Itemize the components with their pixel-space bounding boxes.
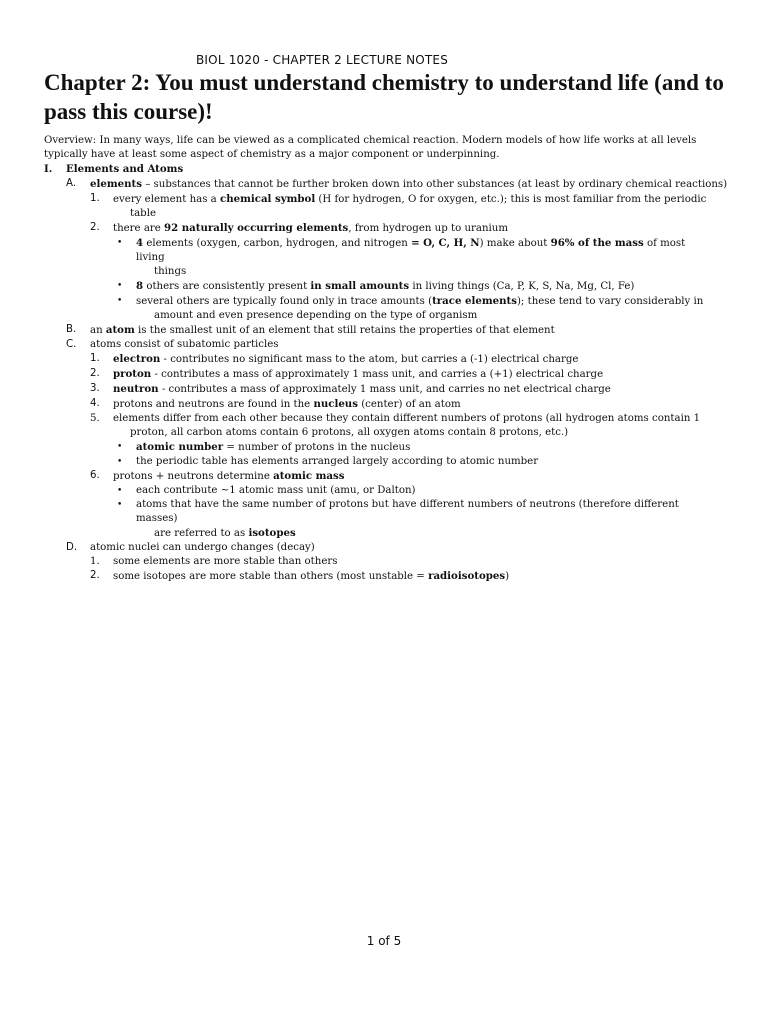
- item-continuation: amount and even presence depending on the type of organism: [154, 310, 478, 321]
- item-text: atoms consist of subatomic particles: [90, 339, 279, 350]
- item-text: , from hydrogen up to uranium: [348, 223, 508, 234]
- bullet-item: [0, 498, 710, 541]
- item-text: - contributes a mass of approximately 1 mass unit, and carries a (+1) electrical charge: [151, 369, 604, 380]
- outline-item-d: [0, 541, 768, 555]
- lecture-notes-body: [0, 134, 768, 584]
- outline-item-d1: [0, 555, 708, 569]
- item-text: others are consistently present: [143, 281, 311, 292]
- item-text: – substances that cannot be further broken down into other substances (at least by ordinary chemical reactions): [141, 179, 728, 190]
- outline-item-c5: [0, 412, 708, 440]
- item-text: in living things (Ca, P, K, S, Na, Mg, Cl, Fe): [409, 281, 635, 292]
- term: = O, C, H, N: [411, 237, 480, 249]
- item-text: some isotopes are more stable than others (most unstable =: [113, 571, 429, 582]
- term: elements: [90, 178, 142, 190]
- term: isotopes: [248, 527, 296, 539]
- outline-item-c6: [0, 469, 708, 484]
- item-label: 1.: [90, 556, 100, 567]
- outline-item-c1: [0, 352, 708, 367]
- item-text: ) make about: [479, 238, 551, 249]
- item-text: - contributes a mass of approximately 1 mass unit, and carries no net electrical charge: [158, 384, 611, 395]
- outline-item-d2: [0, 569, 708, 584]
- term: proton: [113, 368, 152, 380]
- item-label: 2.: [90, 570, 100, 581]
- bullet-item: [0, 236, 710, 279]
- item-text: ): [505, 571, 510, 582]
- item-label: 1.: [90, 353, 100, 364]
- outline-item-c: [0, 338, 768, 352]
- outline-item-c4: [0, 397, 708, 412]
- item-continuation: proton, all carbon atoms contain 6 protons, all oxygen atoms contain 8 protons, etc.): [130, 427, 569, 438]
- item-text: some elements are more stable than others: [113, 556, 338, 567]
- item-continuation: [136, 526, 710, 541]
- item-text: elements (oxygen, carbon, hydrogen, and nitrogen: [143, 238, 412, 249]
- bullet-icon: •: [117, 457, 123, 467]
- item-text: is the smallest unit of an element that still retains the properties of that element: [134, 325, 555, 336]
- item-text: every element has a: [113, 194, 220, 205]
- item-label: 1.: [90, 193, 100, 204]
- bullet-item: [0, 455, 710, 469]
- outline-item-b: [0, 323, 768, 338]
- term: trace elements: [432, 295, 517, 307]
- item-label: 4.: [90, 398, 100, 409]
- bullet-item: [0, 484, 710, 498]
- item-text: = number of protons in the nucleus: [223, 442, 411, 453]
- term: radioisotopes: [428, 570, 506, 582]
- item-continuation: things: [154, 266, 187, 277]
- section-label: I.: [44, 163, 53, 175]
- item-text: are referred to as: [154, 528, 249, 539]
- item-text: atoms that have the same number of protons but have different numbers of neutrons (therefore different masses): [136, 499, 679, 524]
- term: nucleus: [313, 398, 358, 410]
- outline-item-a: [0, 177, 768, 192]
- section-title: Elements and Atoms: [66, 163, 184, 175]
- item-text: atomic nuclei can undergo changes (decay): [90, 542, 315, 553]
- item-text: (center) of an atom: [357, 399, 461, 410]
- bullet-icon: •: [117, 500, 123, 510]
- bullet-icon: •: [117, 238, 123, 248]
- item-label: D.: [66, 542, 78, 553]
- overview-paragraph: Overview: In many ways, life can be viewed as a complicated chemical reaction. Modern models of how life works at all levels typically have at least some aspect of chemistry as a major component or underpinning.: [44, 135, 697, 160]
- chapter-title: Chapter 2: You must understand chemistry to understand life (and to pass this course)!: [44, 70, 724, 124]
- bullet-icon: •: [117, 442, 123, 452]
- item-label: 6.: [90, 470, 100, 481]
- term: in small amounts: [310, 280, 410, 292]
- bullet-item: [0, 440, 710, 455]
- item-text: ); these tend to vary considerably in: [516, 296, 704, 307]
- bullet-item: [0, 279, 710, 294]
- bullet-icon: •: [117, 486, 123, 496]
- page-number: 1 of 5: [366, 934, 402, 948]
- bullet-item: [0, 294, 710, 323]
- item-label: 2.: [90, 222, 100, 233]
- section-heading: [0, 162, 768, 177]
- item-label: 3.: [90, 383, 100, 394]
- term: neutron: [113, 383, 159, 395]
- outline-item-a1: [0, 192, 708, 221]
- item-label: 2.: [90, 368, 100, 379]
- item-text: the periodic table has elements arranged largely according to atomic number: [136, 456, 539, 467]
- term: electron: [113, 353, 161, 365]
- course-header: BIOL 1020 - CHAPTER 2 LECTURE NOTES: [196, 53, 449, 67]
- term: 4: [136, 237, 144, 249]
- bullet-icon: •: [117, 281, 123, 291]
- item-label: A.: [66, 178, 77, 189]
- outline-item-c2: [0, 367, 708, 382]
- term: chemical symbol: [220, 193, 316, 205]
- term: 92 naturally occurring elements: [164, 222, 349, 234]
- outline-item-a2: [0, 221, 708, 236]
- item-text: of most living: [136, 238, 686, 263]
- item-text: protons + neutrons determine: [113, 471, 274, 482]
- item-continuation: table: [130, 208, 156, 219]
- item-label: C.: [66, 339, 77, 350]
- term: atomic number: [136, 441, 224, 453]
- item-text: elements differ from each other because they contain different numbers of protons (all hydrogen atoms contain 1: [113, 413, 701, 424]
- item-label: 5.: [90, 413, 100, 424]
- term: atom: [105, 324, 135, 336]
- item-label: B.: [66, 324, 77, 335]
- item-text: (H for hydrogen, O for oxygen, etc.); this is most familiar from the periodic: [315, 194, 707, 205]
- item-text: an: [90, 325, 106, 336]
- item-text: - contributes no significant mass to the atom, but carries a (-1) electrical charge: [160, 354, 579, 365]
- item-text: there are: [113, 223, 165, 234]
- term: 96% of the mass: [550, 237, 644, 249]
- item-text: each contribute ~1 atomic mass unit (amu, or Dalton): [136, 485, 416, 496]
- term: 8: [136, 280, 144, 292]
- term: atomic mass: [273, 470, 345, 482]
- item-text: several others are typically found only in trace amounts (: [136, 296, 433, 307]
- item-text: protons and neutrons are found in the: [113, 399, 314, 410]
- outline-item-c3: [0, 382, 708, 397]
- bullet-icon: •: [117, 296, 123, 306]
